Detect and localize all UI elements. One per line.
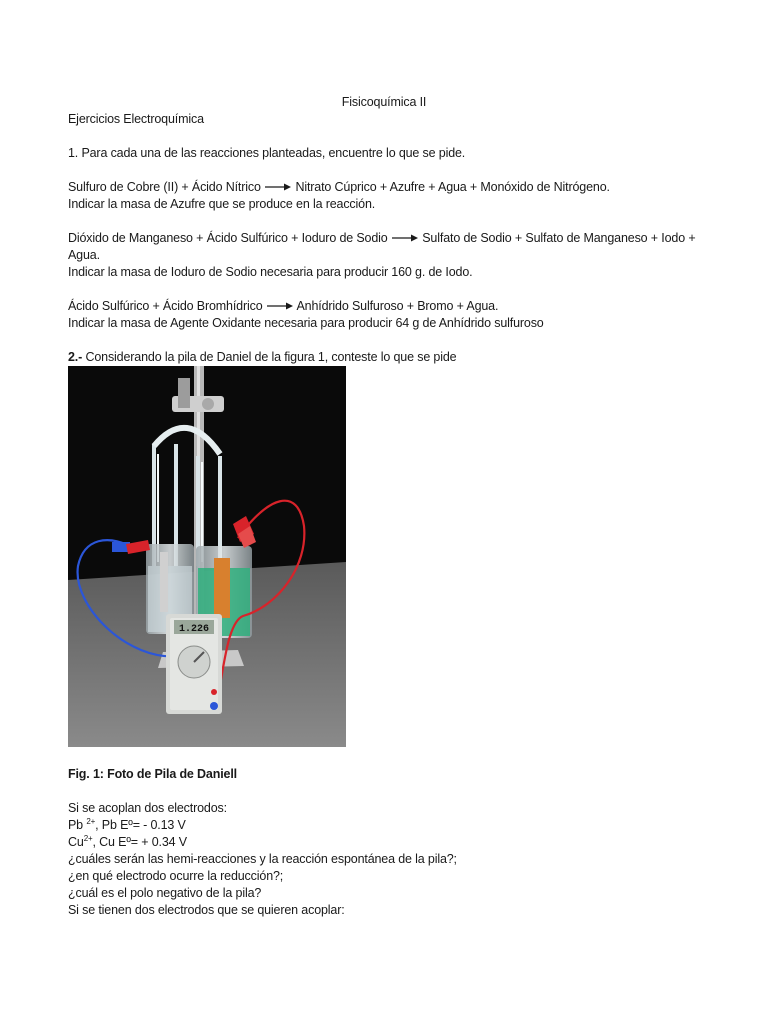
daniell-cell-photo xyxy=(68,366,346,747)
exercise-2-intro xyxy=(68,349,708,366)
exercise-1-intro: 1. Para cada una de las reacciones planteadas, encuentre lo que se pide. xyxy=(68,146,466,160)
exercise-2-number: 2.- xyxy=(68,350,83,364)
meter-reading: 1.226 xyxy=(178,624,210,635)
arrow-right-icon xyxy=(267,302,293,310)
exercise-2-text: Considerando la pila de Daniel de la figura 1, conteste lo que se pide xyxy=(82,350,457,364)
copper-electrode xyxy=(68,834,708,851)
figure-caption: Fig. 1: Foto de Pila de Daniell xyxy=(68,767,237,781)
document-title: Fisicoquímica II xyxy=(341,95,427,109)
question-reduction-electrode: ¿en qué electrodo ocurre la reducción?; xyxy=(68,869,284,883)
copper-symbol: Cu xyxy=(68,835,84,849)
daniell-cell-illustration xyxy=(68,366,346,747)
reaction-3-products: Anhídrido Sulfuroso + Bromo + Agua. xyxy=(296,299,499,313)
lead-potential: , Pb Eº= - 0.13 V xyxy=(95,818,186,832)
question-half-reactions: ¿cuáles serán las hemi-reacciones y la reacción espontánea de la pila?; xyxy=(68,852,457,866)
document-subtitle: Ejercicios Electroquímica xyxy=(68,112,204,126)
reaction-2-continuation: Agua. xyxy=(68,248,100,262)
reaction-2-products: Sulfato de Sodio + Sulfato de Manganeso + Iodo + xyxy=(422,231,696,245)
lead-electrode xyxy=(68,817,708,834)
lead-symbol: Pb xyxy=(68,818,87,832)
reaction-3-reactants: Ácido Sulfúrico + Ácido Bromhídrico xyxy=(68,299,263,313)
multimeter xyxy=(166,614,222,714)
electrodes-intro: Si se acoplan dos electrodos: xyxy=(68,801,227,815)
lead-charge: 2+ xyxy=(86,816,96,826)
question-two-electrodes: Si se tienen dos electrodos que se quieren acoplar: xyxy=(68,903,345,917)
copper-potential: , Cu Eº= + 0.34 V xyxy=(92,835,187,849)
question-negative-pole: ¿cuál es el polo negativo de la pila? xyxy=(68,886,262,900)
copper-charge: 2+ xyxy=(83,833,93,843)
reaction-2-equation xyxy=(68,230,708,247)
reaction-2-question: Indicar la masa de Ioduro de Sodio necesaria para producir 160 g. de Iodo. xyxy=(68,265,473,279)
arrow-right-icon xyxy=(392,234,418,242)
arrow-right-icon xyxy=(265,183,291,191)
reaction-1-equation xyxy=(68,179,708,196)
reaction-1-reactants: Sulfuro de Cobre (II) + Ácido Nítrico xyxy=(68,180,261,194)
reaction-3-question: Indicar la masa de Agente Oxidante necesaria para producir 64 g de Anhídrido sulfuroso xyxy=(68,316,544,330)
reaction-1-question: Indicar la masa de Azufre que se produce en la reacción. xyxy=(68,197,376,211)
reaction-2-reactants: Dióxido de Manganeso + Ácido Sulfúrico + Ioduro de Sodio xyxy=(68,231,388,245)
reaction-1-products: Nitrato Cúprico + Azufre + Agua + Monóxido de Nitrógeno. xyxy=(295,180,610,194)
reaction-3-equation xyxy=(68,298,708,315)
